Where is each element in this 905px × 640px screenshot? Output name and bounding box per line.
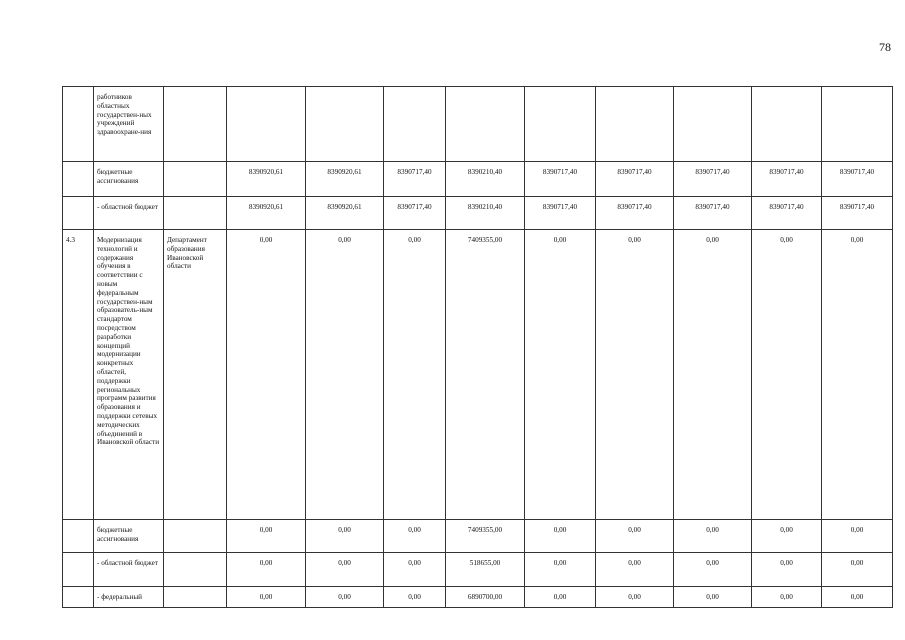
- value-cell: 0,00: [752, 520, 822, 553]
- value-cell: 0,00: [525, 587, 596, 608]
- value-cell: 0,00: [227, 230, 306, 520]
- value-cell: 8390717,40: [384, 197, 446, 230]
- row-name-cell: - областной бюджет: [94, 553, 164, 587]
- table-row: [63, 520, 893, 553]
- value-cell: 0,00: [596, 553, 674, 587]
- row-executor-cell: [164, 162, 227, 197]
- value-cell: [525, 87, 596, 162]
- value-cell: 0,00: [674, 553, 752, 587]
- value-cell: 0,00: [525, 553, 596, 587]
- value-cell: 8390920,61: [227, 162, 306, 197]
- value-cell: 8390717,40: [525, 162, 596, 197]
- value-cell: 0,00: [596, 230, 674, 520]
- value-cell: 0,00: [674, 230, 752, 520]
- row-name-cell: бюджетные ассигнования: [94, 162, 164, 197]
- value-cell: 8390717,40: [674, 162, 752, 197]
- value-cell: 8390210,40: [446, 197, 525, 230]
- row-name-cell: - областной бюджет: [94, 197, 164, 230]
- row-number-cell: [63, 520, 94, 553]
- table-row: [63, 587, 893, 608]
- value-cell: 0,00: [596, 520, 674, 553]
- row-executor-cell: [164, 87, 227, 162]
- row-number-cell: [63, 197, 94, 230]
- value-cell: 0,00: [822, 520, 893, 553]
- value-cell: 8390717,40: [596, 162, 674, 197]
- table-row: [63, 197, 893, 230]
- value-cell: 7409355,00: [446, 230, 525, 520]
- value-cell: 8390920,61: [306, 197, 384, 230]
- value-cell: [306, 87, 384, 162]
- value-cell: 0,00: [752, 587, 822, 608]
- value-cell: 0,00: [227, 520, 306, 553]
- row-executor-cell: [164, 587, 227, 608]
- row-number-cell: [63, 162, 94, 197]
- value-cell: 0,00: [822, 553, 893, 587]
- page-number: 78: [879, 40, 891, 54]
- row-executor-cell: [164, 520, 227, 553]
- value-cell: 8390717,40: [596, 197, 674, 230]
- value-cell: [596, 87, 674, 162]
- value-cell: 0,00: [822, 587, 893, 608]
- budget-table: [62, 86, 893, 608]
- value-cell: 8390717,40: [674, 197, 752, 230]
- value-cell: 8390717,40: [384, 162, 446, 197]
- row-number-cell: [63, 87, 94, 162]
- value-cell: 0,00: [525, 520, 596, 553]
- row-number-cell: [63, 553, 94, 587]
- value-cell: [227, 87, 306, 162]
- value-cell: [674, 87, 752, 162]
- value-cell: 0,00: [227, 553, 306, 587]
- value-cell: [752, 87, 822, 162]
- value-cell: [822, 87, 893, 162]
- value-cell: 8390717,40: [822, 197, 893, 230]
- value-cell: 8390210,40: [446, 162, 525, 197]
- value-cell: 0,00: [384, 230, 446, 520]
- value-cell: 0,00: [384, 553, 446, 587]
- value-cell: 0,00: [384, 587, 446, 608]
- value-cell: 8390717,40: [525, 197, 596, 230]
- table-row: [63, 162, 893, 197]
- value-cell: 7409355,00: [446, 520, 525, 553]
- value-cell: 0,00: [525, 230, 596, 520]
- value-cell: 0,00: [752, 553, 822, 587]
- value-cell: 0,00: [306, 587, 384, 608]
- value-cell: 0,00: [752, 230, 822, 520]
- value-cell: 0,00: [822, 230, 893, 520]
- value-cell: 0,00: [384, 520, 446, 553]
- value-cell: 8390717,40: [752, 162, 822, 197]
- value-cell: 518655,00: [446, 553, 525, 587]
- table-row: [63, 553, 893, 587]
- value-cell: 8390717,40: [752, 197, 822, 230]
- row-name-cell: Модернизация технологий и содержания обучения в соответствии с новым федеральным государствен-ным образователь-ным стандартом посредством разработки концепций модернизации конкретных областей, поддержки региональных программ развития образования и поддержки сетевых методических объединений в Ивановской области: [94, 230, 164, 520]
- row-name-cell: бюджетные ассигнования: [94, 520, 164, 553]
- row-executor-cell: Департамент образования Ивановской области: [164, 230, 227, 520]
- value-cell: [446, 87, 525, 162]
- value-cell: 0,00: [674, 520, 752, 553]
- value-cell: 0,00: [306, 553, 384, 587]
- value-cell: 0,00: [306, 520, 384, 553]
- table-row: [63, 230, 893, 520]
- value-cell: 0,00: [306, 230, 384, 520]
- row-executor-cell: [164, 553, 227, 587]
- value-cell: [384, 87, 446, 162]
- value-cell: 6890700,00: [446, 587, 525, 608]
- row-name-cell: работников областных государствен-ных учреждений здравоохране-ния: [94, 87, 164, 162]
- value-cell: 0,00: [674, 587, 752, 608]
- value-cell: 0,00: [596, 587, 674, 608]
- row-number-cell: [63, 587, 94, 608]
- table-row: [63, 87, 893, 162]
- row-name-cell: - федеральный: [94, 587, 164, 608]
- value-cell: 0,00: [227, 587, 306, 608]
- value-cell: 8390920,61: [306, 162, 384, 197]
- value-cell: 8390920,61: [227, 197, 306, 230]
- value-cell: 8390717,40: [822, 162, 893, 197]
- row-executor-cell: [164, 197, 227, 230]
- row-number-cell: 4.3: [63, 230, 94, 520]
